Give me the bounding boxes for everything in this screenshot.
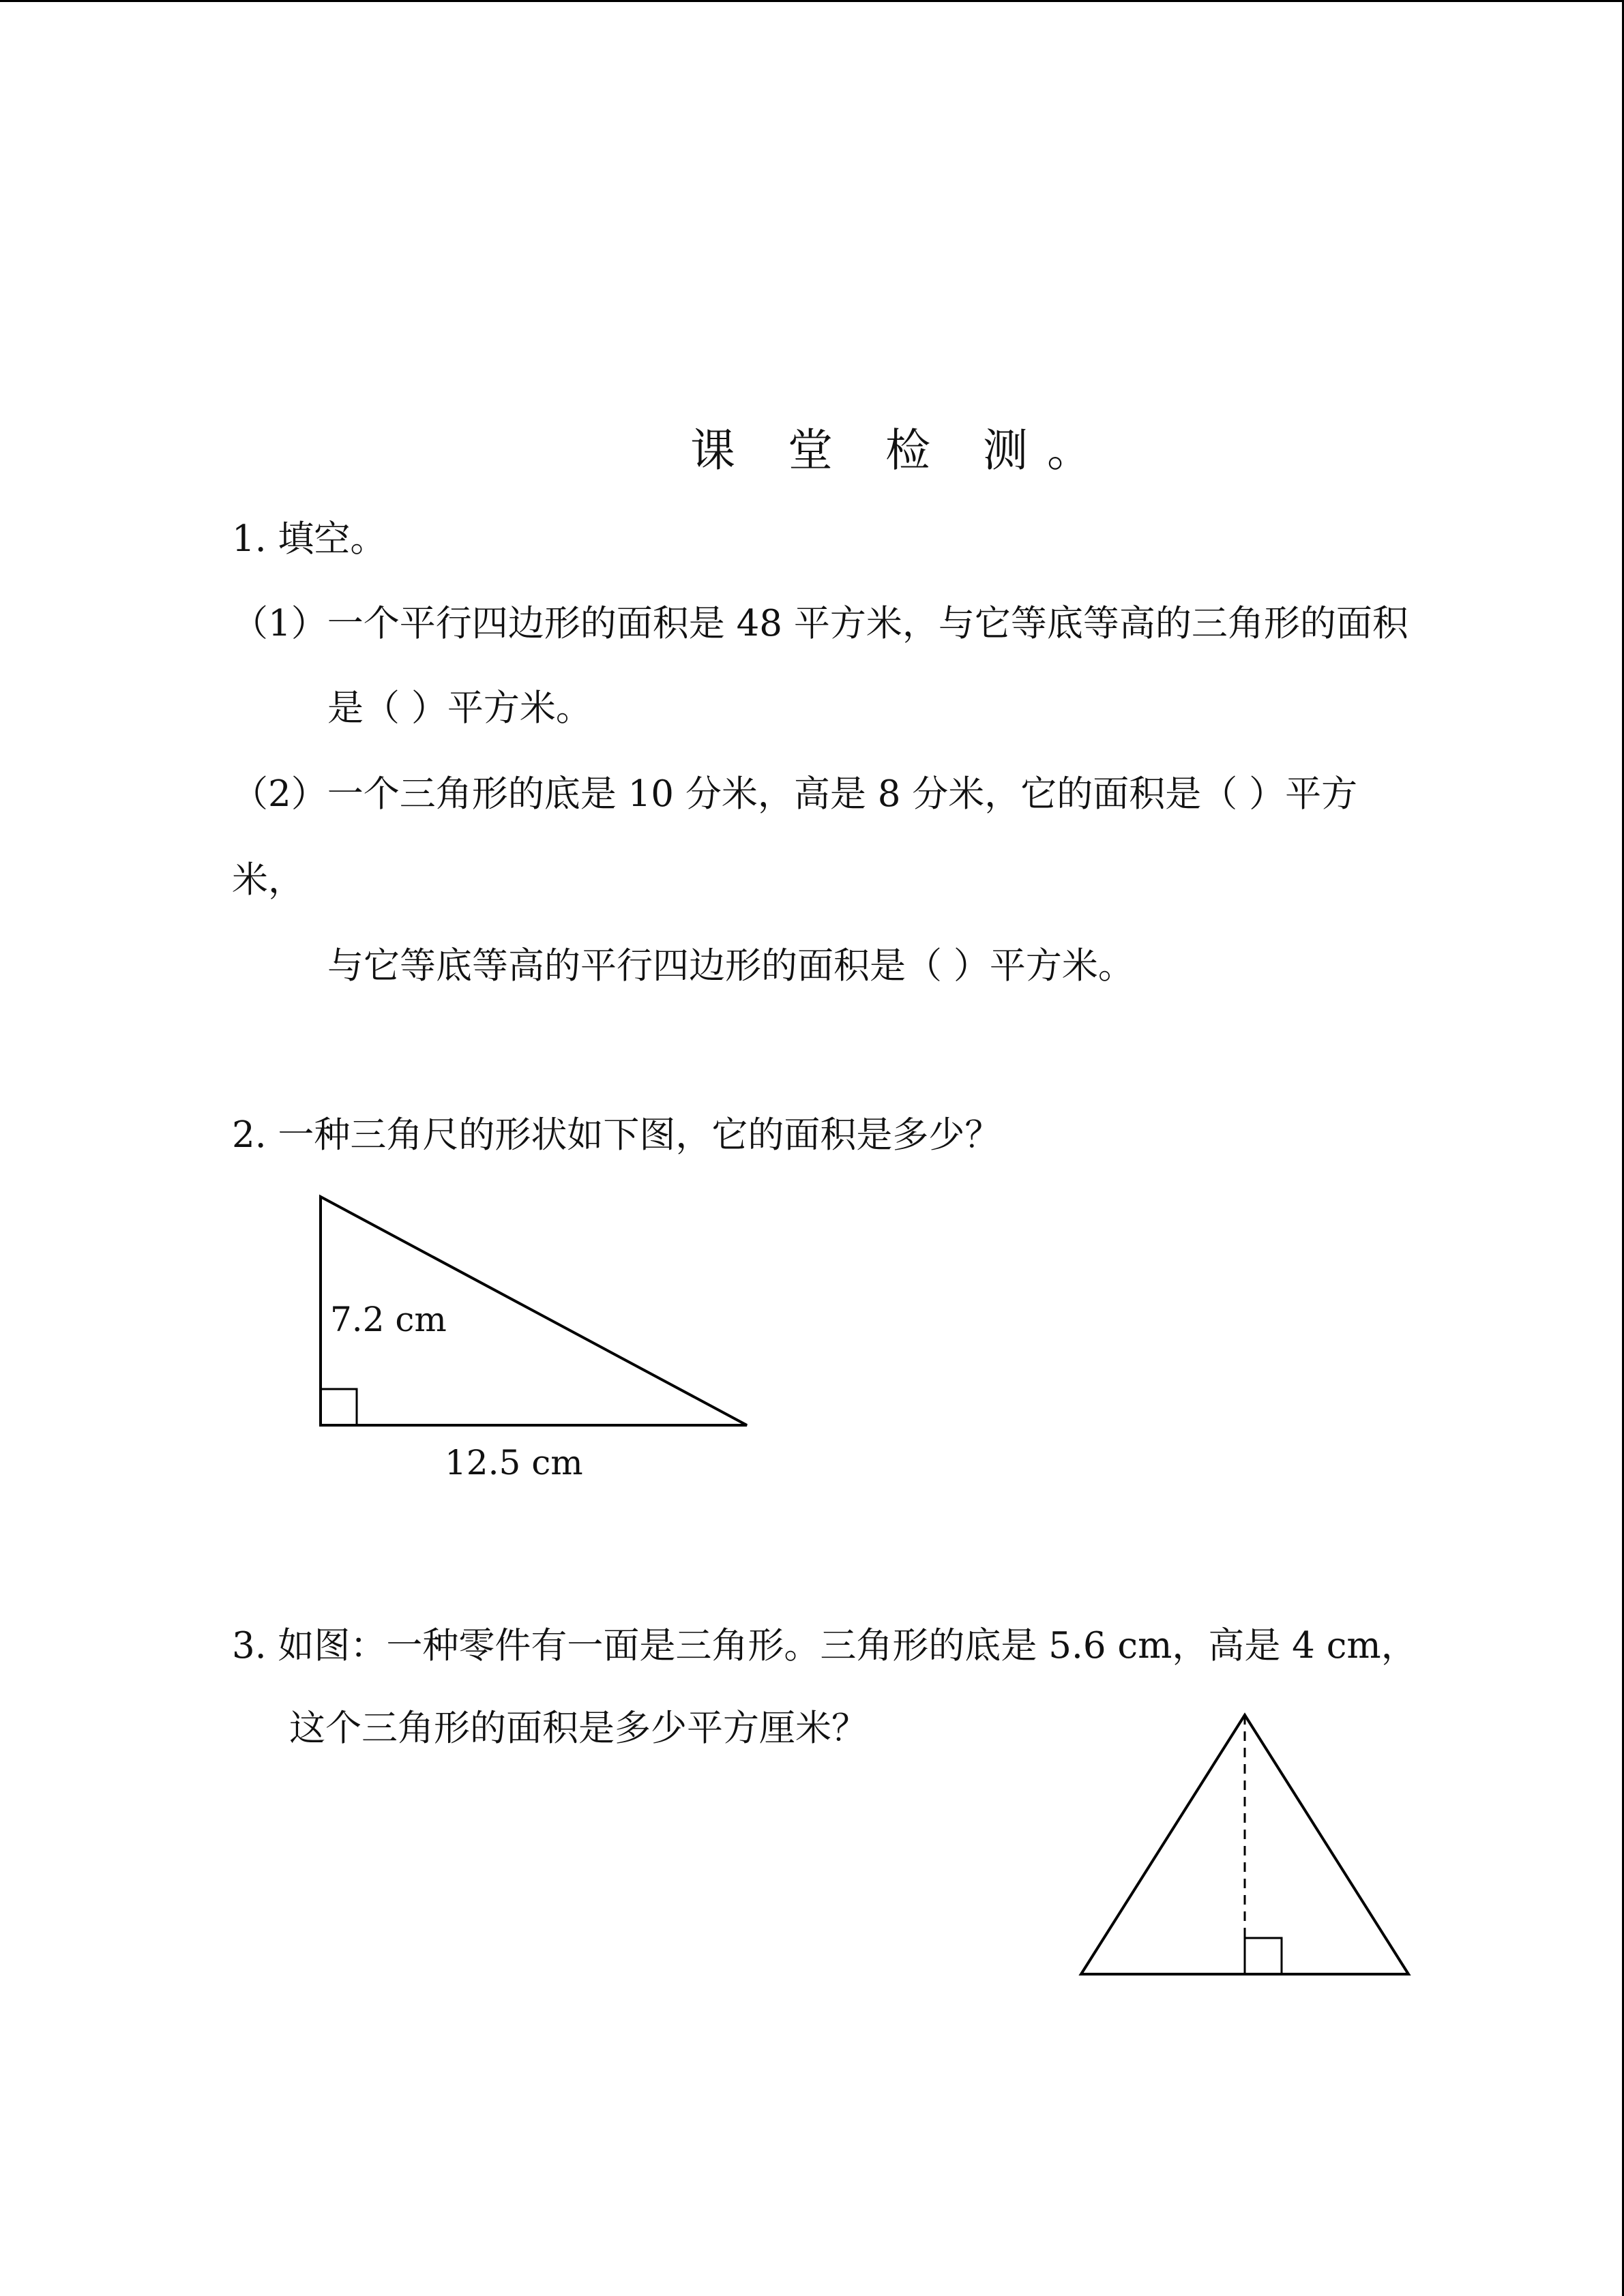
q2-heading: 2. 一种三角尺的形状如下图，它的面积是多少？ — [232, 1114, 1001, 1156]
q3-line2: 这个三角形的面积是多少平方厘米？ — [289, 1708, 868, 1749]
height-label: 7.2 cm — [330, 1300, 447, 1339]
q1-part1-line2: 是（ ）平方米。 — [327, 687, 592, 729]
q1-part2-line1: （2）一个三角形的底是 10 分米，高是 8 分米，它的面积是（ ）平方 — [232, 773, 1358, 815]
base-label: 12.5 cm — [445, 1443, 583, 1482]
q1-part2-line2: 米， — [232, 859, 304, 901]
page-title: 课 堂 检 测。 — [690, 424, 1111, 477]
q1-part2-line3: 与它等底等高的平行四边形的面积是（ ）平方米。 — [327, 945, 1134, 987]
right-angle-marker-2 — [1245, 1938, 1282, 1974]
q1-heading: 1. 填空。 — [232, 518, 387, 560]
q3-line1: 3. 如图：一种零件有一面是三角形。三角形的底是 5.6 cm，高是 4 cm， — [232, 1625, 1417, 1667]
q1-part1-line1: （1）一个平行四边形的面积是 48 平方米，与它等底等高的三角形的面积 — [232, 603, 1408, 644]
